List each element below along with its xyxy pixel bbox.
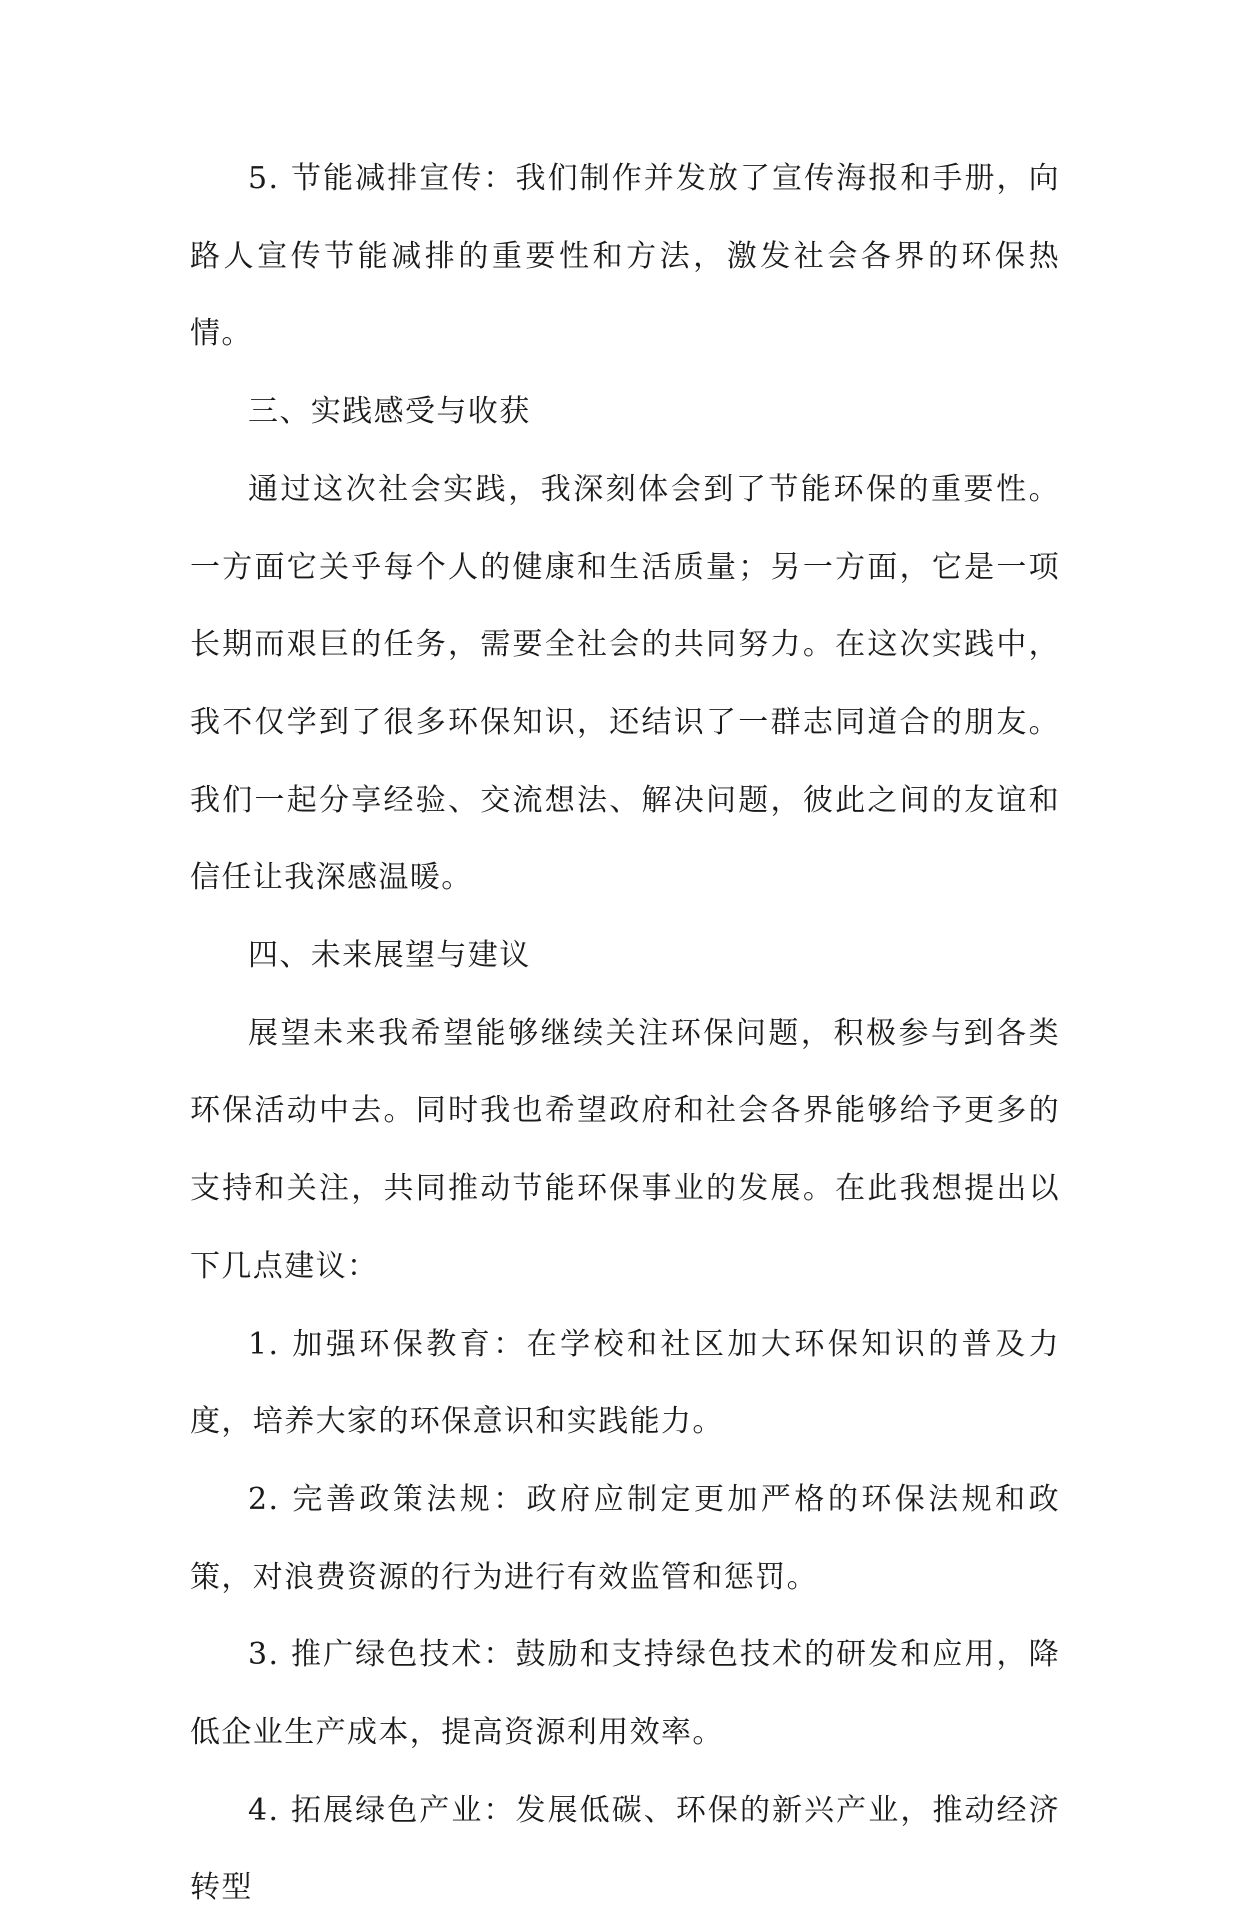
section-heading-practice-feelings: 三、实践感受与收获 bbox=[248, 394, 531, 430]
paragraph-practice-feelings: 通过这次社会实践，我深刻体会到了节能环保的重要性。一方面它关乎每个人的健康和生活质量；另一方面，它是一项长期而艰巨的任务，需要全社会的共同努力。在这次实践中，我不仅学到了很多环保知识，还结识了一群志同道合的朋友。我们一起分享经验、交流想法、解决问题，彼此之间的友谊和信任让我深感温暖。 bbox=[190, 471, 1060, 896]
document-body bbox=[190, 140, 1060, 1927]
section-heading-future-outlook: 四、未来展望与建议 bbox=[248, 938, 531, 974]
suggestion-item-4: 4. 拓展绿色产业：发展低碳、环保的新兴产业，推动经济转型 bbox=[190, 1792, 1060, 1906]
paragraph-future-outlook: 展望未来我希望能够继续关注环保问题，积极参与到各类环保活动中去。同时我也希望政府和社会各界能够给予更多的支持和关注，共同推动节能环保事业的发展。在此我想提出以下几点建议： bbox=[190, 1015, 1060, 1284]
suggestion-item-2: 2. 完善政策法规：政府应制定更加严格的环保法规和政策，对浪费资源的行为进行有效监管和惩罚。 bbox=[190, 1481, 1060, 1595]
suggestion-item-1: 1. 加强环保教育：在学校和社区加大环保知识的普及力度，培养大家的环保意识和实践能力。 bbox=[190, 1326, 1060, 1440]
paragraph-item-5-publicity: 5. 节能减排宣传：我们制作并发放了宣传海报和手册，向路人宣传节能减排的重要性和方法，激发社会各界的环保热情。 bbox=[190, 161, 1060, 352]
suggestion-item-3: 3. 推广绿色技术：鼓励和支持绿色技术的研发和应用，降低企业生产成本，提高资源利用效率。 bbox=[190, 1637, 1060, 1751]
